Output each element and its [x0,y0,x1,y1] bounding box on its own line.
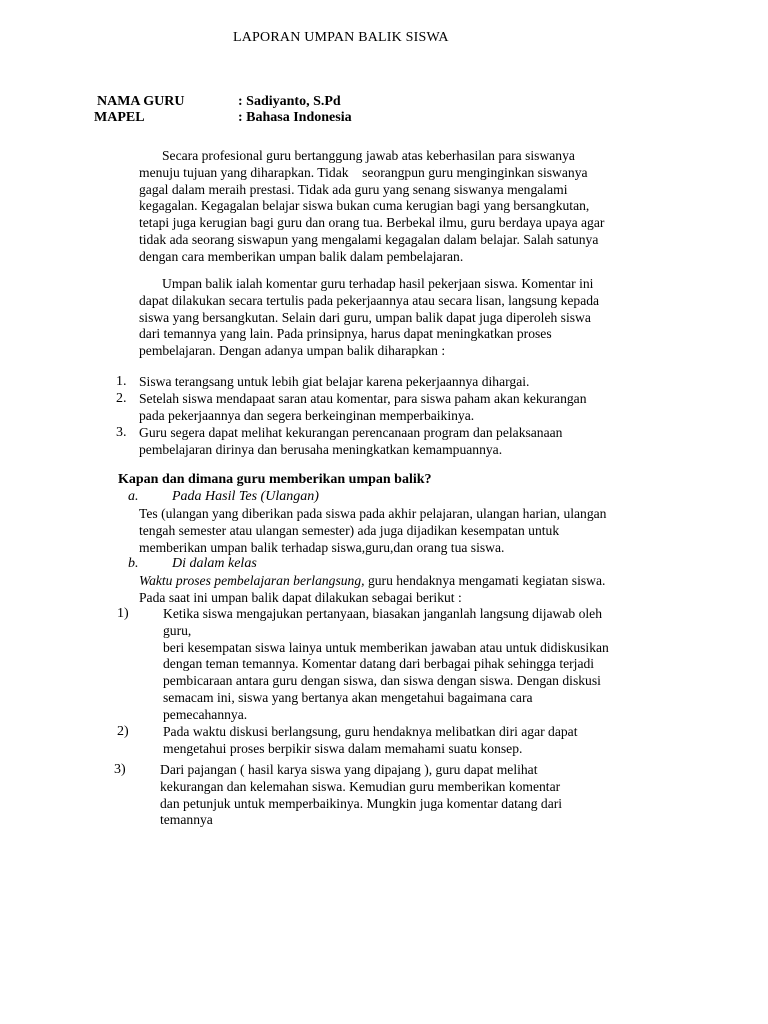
paragraph-line: dengan cara memberikan umpan balik dalam pembelajaran. [139,248,464,264]
list-item-line: beri kesempatan siswa lainya untuk memberikan jawaban atau untuk didiskusikan [163,639,609,655]
list-number: 1) [117,606,129,621]
list-item-line: pada pekerjaannya dan segera berkeinginan memperbaikinya. [139,407,475,423]
paragraph-line: tidak ada seorang siswapun yang mengalami kegagalan dalam belajar. Salah satunya [139,231,599,247]
list-item-line: mengetahui proses berpikir siswa dalam memahami suatu konsep. [163,740,523,756]
list-item-line: temannya [160,812,213,828]
list-item-line: Setelah siswa mendapaat saran atau komentar, para siswa paham akan kekurangan [139,391,587,406]
paragraph-line: siswa yang bersangkutan. Selain dari guru, umpan balik dapat juga diperoleh siswa [139,309,591,325]
section-b-marker: b. [128,556,139,571]
list-item [139,391,587,425]
section-a-heading: Pada Hasil Tes (Ulangan) [172,489,319,504]
paragraph-intro [139,148,604,266]
section-b-intro-italic: Waktu proses pembelajaran berlangsung, [139,573,365,588]
list-item-line: dengan teman temannya. Komentar datang dari berbagai pihak sehingga terjadi [163,656,595,672]
list-number: 2. [116,391,127,406]
paragraph-line: dari temannya yang lain. Pada prinsipnya, harus dapat meningkatkan proses [139,326,552,342]
paragraph-line: Umpan balik ialah komentar guru terhadap hasil pekerjaan siswa. Komentar ini [162,276,594,291]
section-line: tengah semester atau ulangan semester) ada juga dijadikan kesempatan untuk [139,522,560,538]
paragraph-line: Secara profesional guru bertanggung jawab atas keberhasilan para siswanya [162,148,575,163]
list-item [163,606,609,724]
list-item-line: Dari pajangan ( hasil karya siswa yang dipajang ), guru dapat melihat [160,762,538,777]
section-line: memberikan umpan balik terhadap siswa,guru,dan orang tua siswa. [139,539,505,555]
paragraph-line: pembelajaran. Dengan adanya umpan balik diharapkan : [139,343,446,359]
list-number: 3. [116,425,127,440]
list-item-line: semacam ini, siswa yang bertanya akan mengetahui bagaimana cara [163,689,533,705]
section-line: Pada saat ini umpan balik dapat dilakukan sebagai berikut : [139,589,462,605]
section-b-heading: Di dalam kelas [172,556,257,571]
mapel-label: MAPEL [94,110,145,125]
list-item-line: guru, [163,622,192,638]
question-heading: Kapan dan dimana guru memberikan umpan balik? [118,472,432,487]
paragraph-definition [139,276,599,360]
list-item-line: Pada waktu diskusi berlangsung, guru hendaknya melibatkan diri agar dapat [163,724,578,739]
list-item [160,762,562,829]
guru-value: : Sadiyanto, S.Pd [238,94,341,109]
paragraph-line: dapat dilakukan secara tertulis pada pekerjaannya atau secara lisan, langsung kepada [139,292,600,308]
section-line [139,573,605,590]
paragraph-line: tetapi juga kerugian bagi guru dan orang tua. Berbekal ilmu, guru berdaya upaya agar [139,215,605,231]
section-b-intro [139,573,605,607]
list-item [163,724,578,758]
paragraph-line: menuju tujuan yang diharapkan. Tidak seorangpun guru menginginkan siswanya [139,164,588,180]
list-item-line: kekurangan dan kelemahan siswa. Kemudian guru memberikan komentar [160,778,561,794]
list-number: 2) [117,724,129,739]
guru-label: NAMA GURU [97,94,185,109]
paragraph-line: gagal dalam meraih prestasi. Tidak ada guru yang senang siswanya mengalami [139,181,568,197]
section-line: Tes (ulangan yang diberikan pada siswa pada akhir pelajaran, ulangan harian, ulangan [139,506,607,521]
paragraph-line: kegagalan. Kegagalan belajar siswa bukan cuma kerugian bagi yang bersangkutan, [139,198,590,214]
list-item-line: pemecahannya. [163,706,248,722]
list-item-line: Ketika siswa mengajukan pertanyaan, biasakan janganlah langsung dijawab oleh [163,606,603,621]
section-a-body [139,506,606,556]
list-number: 1. [116,374,127,389]
list-item [139,425,562,459]
list-item-line: dan petunjuk untuk memperbaikinya. Mungkin juga komentar datang dari [160,795,563,811]
document-title: LAPORAN UMPAN BALIK SISWA [233,30,449,45]
list-item-line: pembicaraan antara guru dengan siswa, dan siswa dengan siswa. Dengan diskusi [163,673,601,689]
list-item [139,374,529,391]
section-b-intro-rest: guru hendaknya mengamati kegiatan siswa. [364,573,606,588]
section-a-marker: a. [128,489,139,504]
mapel-value: : Bahasa Indonesia [238,110,352,125]
list-item-line: Guru segera dapat melihat kekurangan perencanaan program dan pelaksanaan [139,425,563,440]
list-item-line: pembelajaran dirinya dan berusaha meningkatkan kemampuannya. [139,441,503,457]
list-number: 3) [114,762,126,777]
list-item-line: Siswa terangsang untuk lebih giat belajar karena pekerjaannya dihargai. [139,374,530,389]
